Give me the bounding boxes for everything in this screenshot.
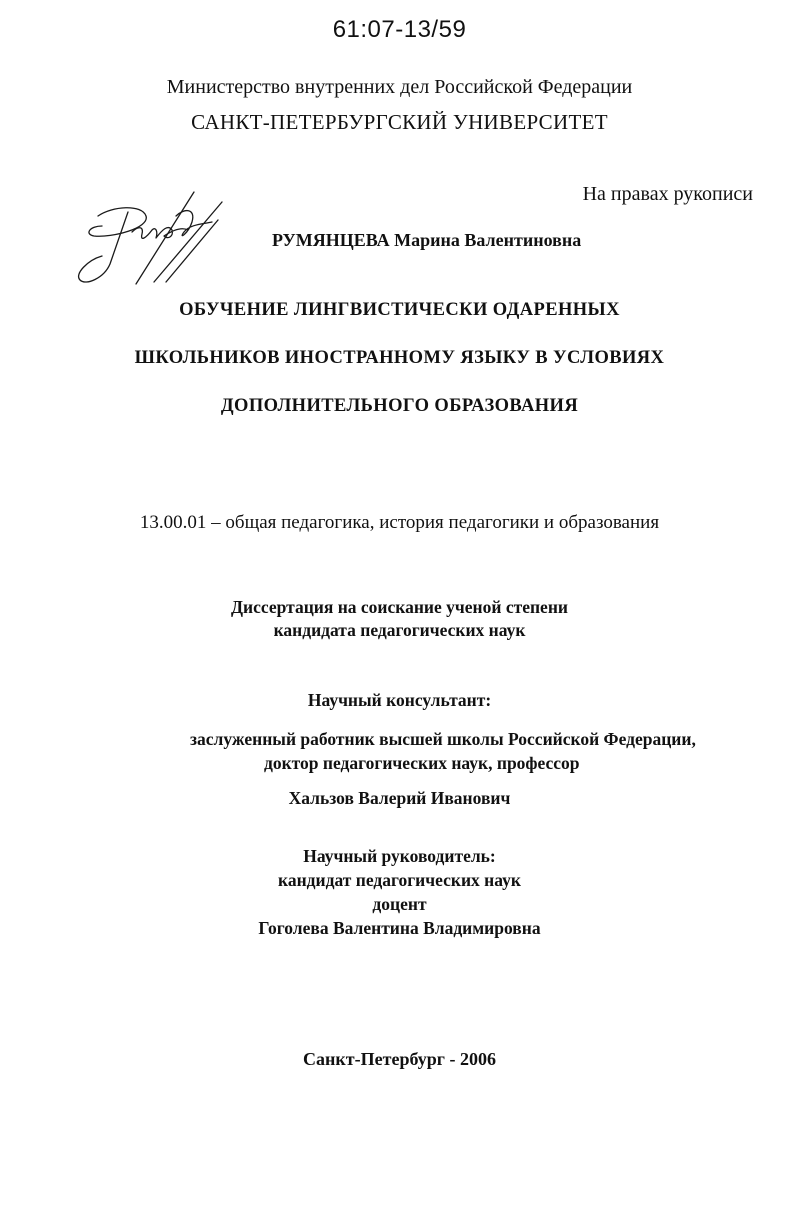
degree-statement-line: Диссертация на соискание ученой степени	[231, 597, 568, 617]
ministry-name: Министерство внутренних дел Российской Федерации	[166, 76, 633, 98]
place-and-year: Санкт-Петербург - 2006	[303, 1049, 496, 1069]
degree-statement-line: кандидата педагогических наук	[273, 620, 526, 640]
dissertation-title-line: ОБУЧЕНИЕ ЛИНГВИСТИЧЕСКИ ОДАРЕННЫХ	[179, 300, 620, 320]
consultant-name: Хальзов Валерий Иванович	[288, 788, 511, 808]
university-name: САНКТ-ПЕТЕРБУРГСКИЙ УНИВЕРСИТЕТ	[191, 110, 608, 134]
dissertation-title-line: ДОПОЛНИТЕЛЬНОГО ОБРАЗОВАНИЯ	[220, 396, 579, 416]
author-name: РУМЯНЦЕВА Марина Валентиновна	[272, 230, 582, 250]
supervisor-degree: кандидат педагогических наук	[278, 870, 521, 890]
handwritten-signature	[72, 186, 232, 291]
supervisor-heading: Научный руководитель:	[303, 846, 496, 866]
consultant-role-line: заслуженный работник высшей школы Российской Федерации,	[190, 729, 696, 749]
supervisor-title: доцент	[372, 894, 427, 914]
supervisor-name: Гоголева Валентина Владимировна	[258, 918, 541, 938]
consultant-heading: Научный консультант:	[307, 690, 492, 710]
manuscript-rights-note: На правах рукописи	[582, 183, 753, 205]
dissertation-title-line: ШКОЛЬНИКОВ ИНОСТРАННОМУ ЯЗЫКУ В УСЛОВИЯХ	[134, 348, 665, 368]
archive-code: 61:07-13/59	[332, 16, 467, 43]
consultant-role-line: доктор педагогических наук, профессор	[264, 753, 580, 773]
specialty-code: 13.00.01 – общая педагогика, история педагогики и образования	[139, 512, 660, 533]
